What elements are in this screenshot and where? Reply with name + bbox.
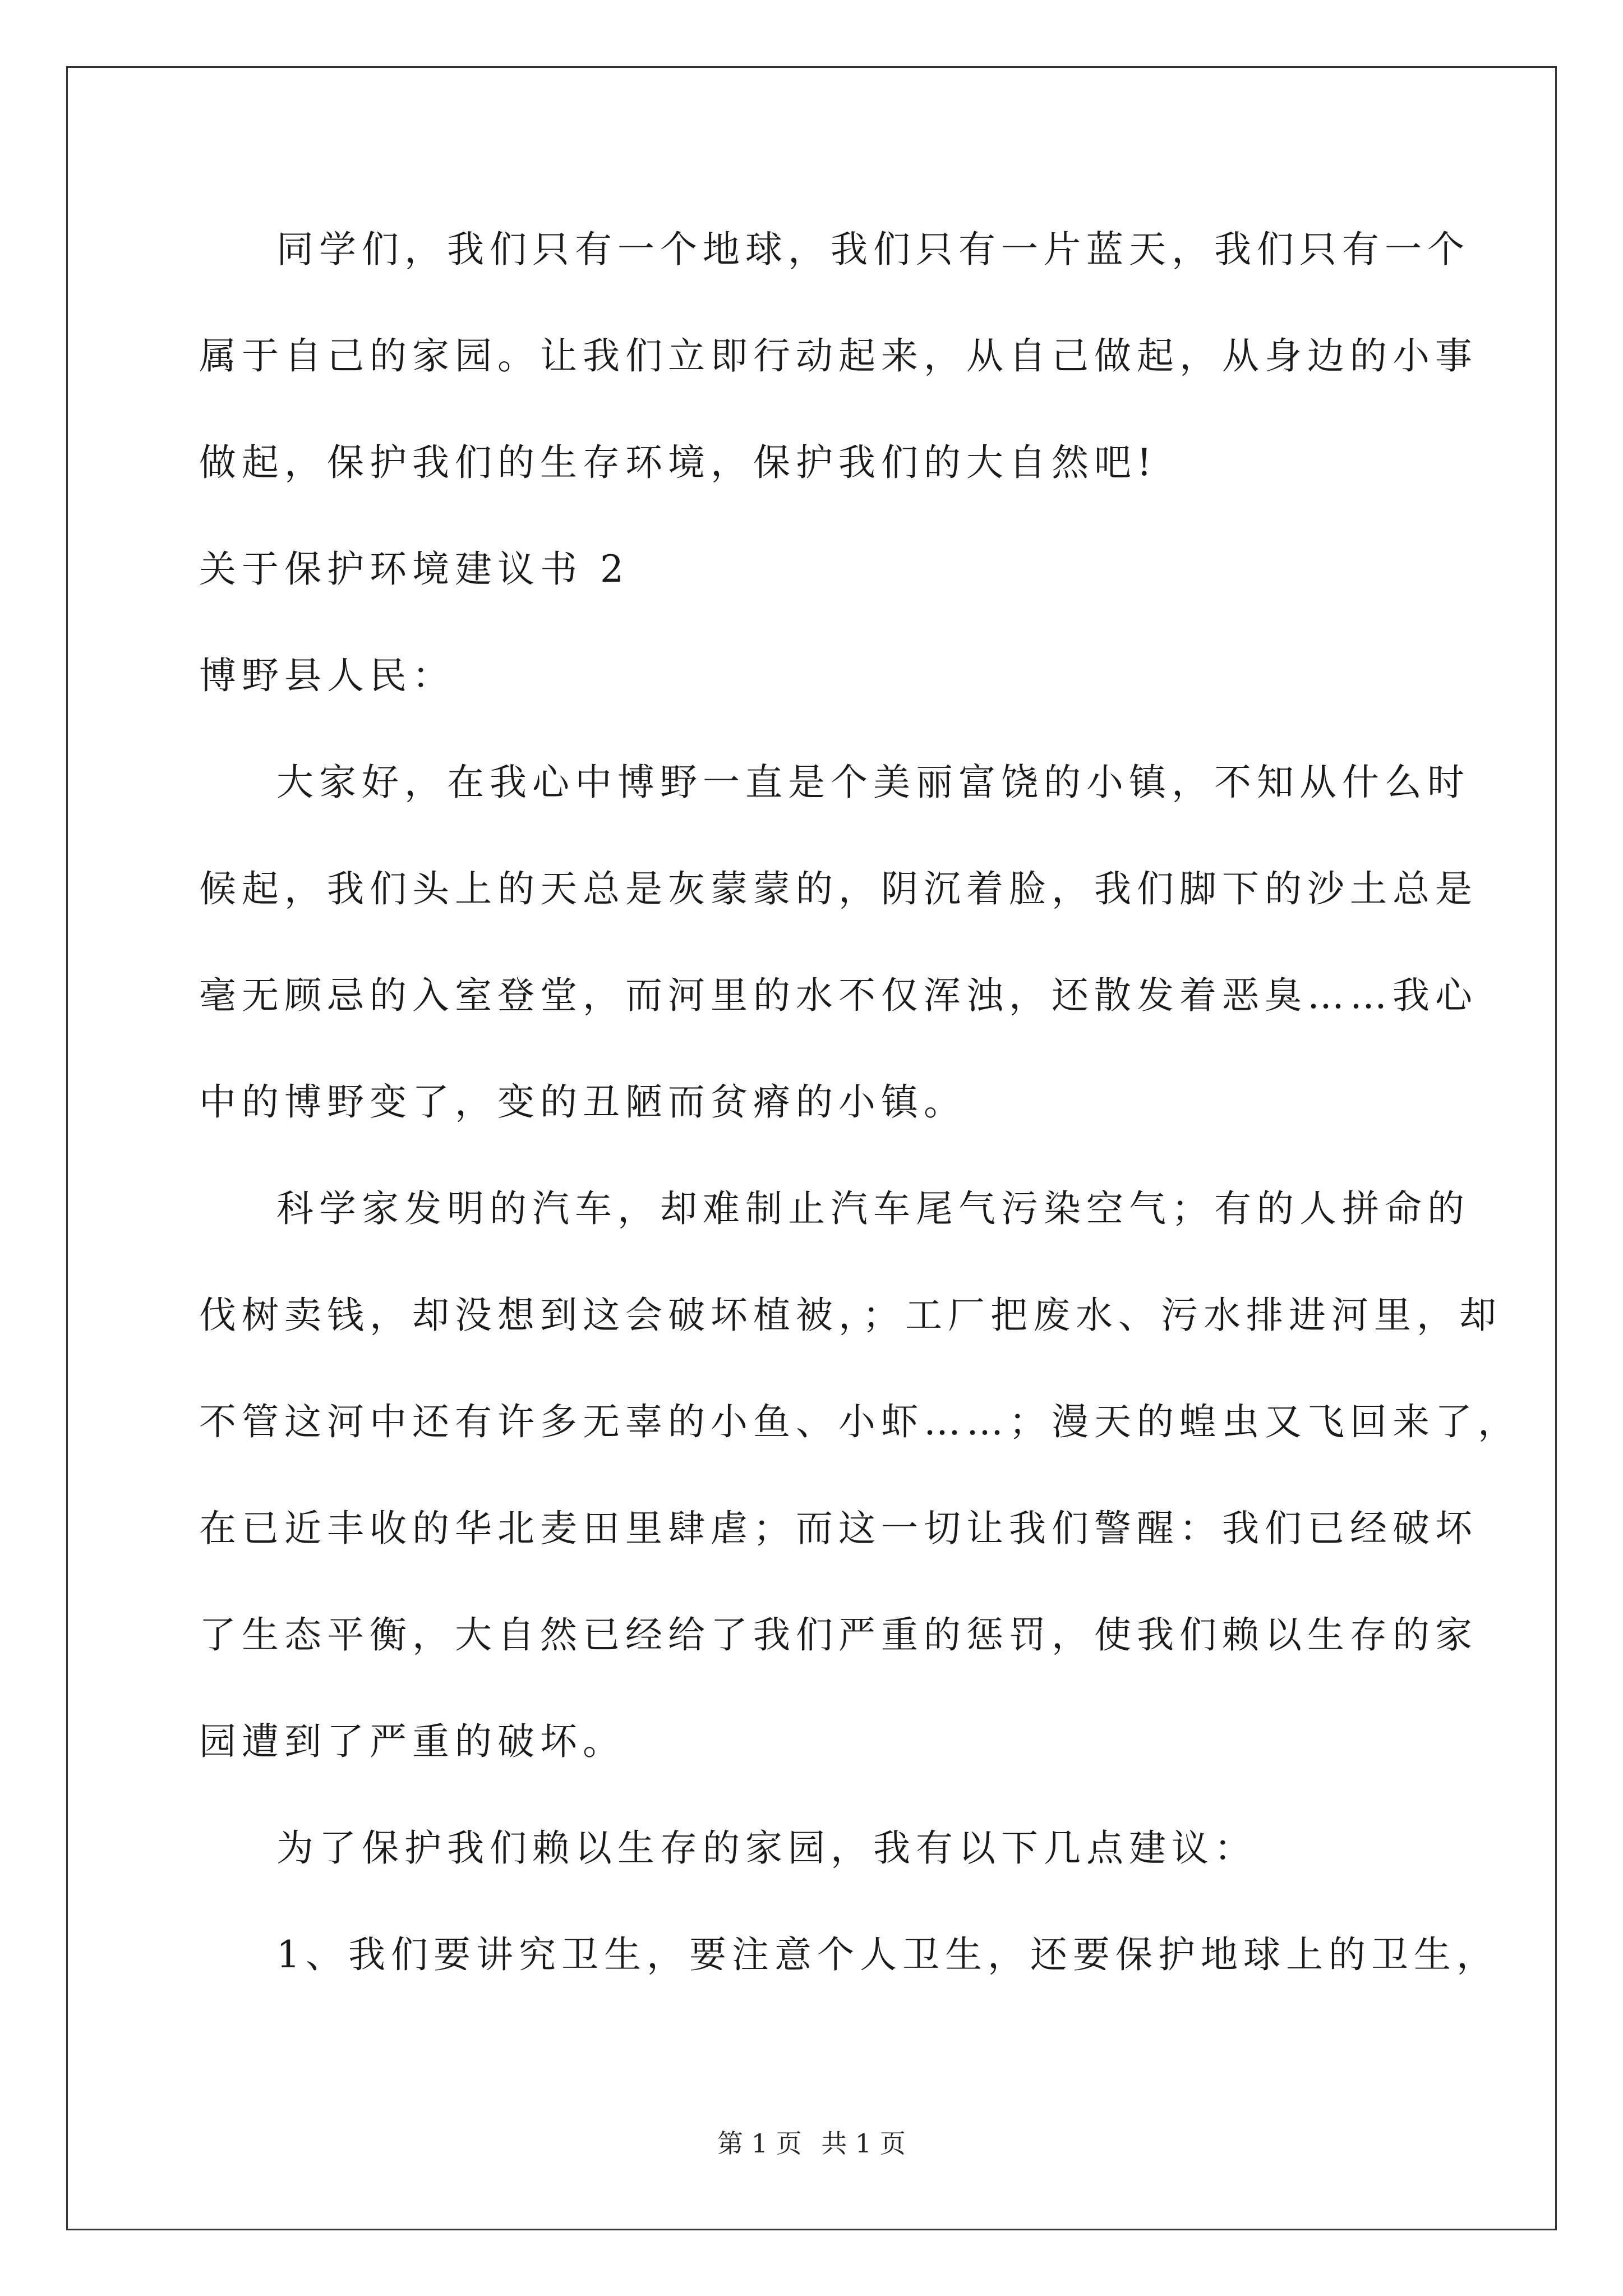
paragraph-line: 在已近丰收的华北麦田里肆虐；而这一切让我们警醒：我们已经破坏 [199,1507,1478,1550]
section-title: 关于保护环境建议书 2 [199,547,629,591]
paragraph-line: 中的博野变了，变的丑陋而贫瘠的小镇。 [199,1080,966,1124]
paragraph-line: 属于自己的家园。让我们立即行动起来，从自己做起，从身边的小事 [199,334,1478,378]
paragraph-line: 候起，我们头上的天总是灰蒙蒙的，阴沉着脸，我们脚下的沙土总是 [199,867,1478,910]
page-number-total: 共 1 页 [821,2128,906,2159]
paragraph-line: 科学家发明的汽车，却难制止汽车尾气污染空气；有的人拼命的 [276,1187,1470,1230]
paragraph-line: 了生态平衡，大自然已经给了我们严重的惩罚，使我们赖以生存的家 [199,1613,1478,1657]
paragraph-line: 为了保护我们赖以生存的家园，我有以下几点建议： [276,1826,1257,1870]
paragraph-line: 大家好，在我心中博野一直是个美丽富饶的小镇，不知从什么时 [276,761,1470,804]
paragraph-line: 毫无顾忌的入室登堂，而河里的水不仅浑浊，还散发着恶臭……我心 [199,974,1478,1017]
paragraph-line: 伐树卖钱，却没想到这会破坏植被，；工厂把废水、污水排进河里，却 [199,1294,1502,1337]
page-number-current: 第 1 页 [717,2128,802,2159]
paragraph-line: 做起，保护我们的生存环境，保护我们的大自然吧! [199,441,1158,484]
document-body [199,222,1520,2033]
paragraph-line: 1、我们要讲究卫生，要注意个人卫生，还要保护地球上的卫生， [276,1933,1499,1976]
paragraph-line: 同学们，我们只有一个地球，我们只有一片蓝天，我们只有一个 [276,228,1470,271]
page-footer [0,2123,1623,2160]
paragraph-line: 园遭到了严重的破坏。 [199,1720,625,1763]
salutation: 博野县人民： [199,654,455,697]
paragraph-line: 不管这河中还有许多无辜的小鱼、小虾……；漫天的蝗虫又飞回来了， [199,1400,1520,1443]
